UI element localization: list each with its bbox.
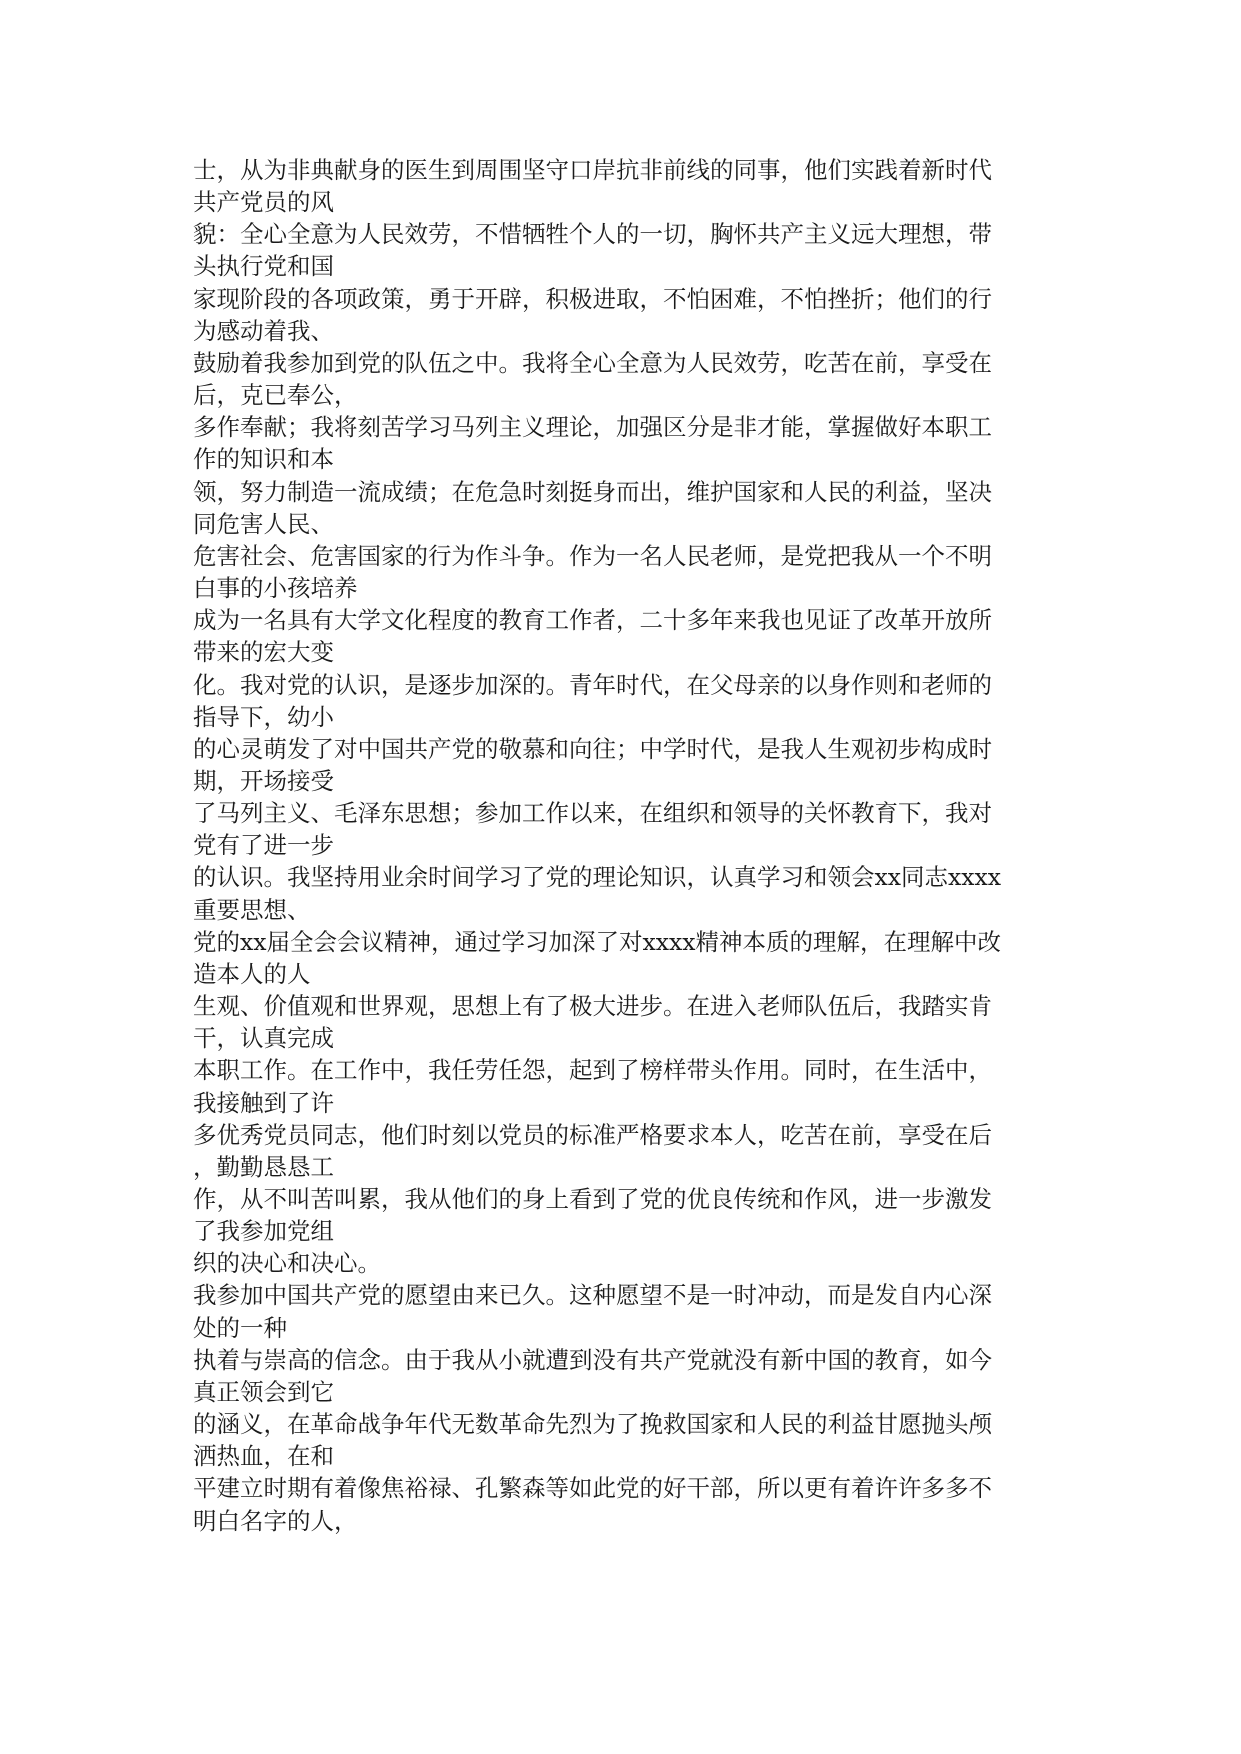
text-line: 白事的小孩培养 bbox=[193, 574, 358, 603]
text-line: 洒热血，在和 bbox=[193, 1442, 334, 1471]
text-line: 领，努力制造一流成绩；在危急时刻挺身而出，维护国家和人民的利益，坚决 bbox=[193, 477, 992, 506]
text-line: ，勤勤恳恳工 bbox=[193, 1152, 334, 1181]
text-line: 化。我对党的认识，是逐步加深的。青年时代，在父母亲的以身作则和老师的 bbox=[193, 670, 992, 699]
text-line: 党的xx届全会会议精神，通过学习加深了对xxxx精神本质的理解，在理解中改 bbox=[193, 927, 1002, 956]
text-line: 成为一名具有大学文化程度的教育工作者，二十多年来我也见证了改革开放所 bbox=[193, 606, 992, 635]
text-line: 多优秀党员同志，他们时刻以党员的标准严格要求本人，吃苦在前，享受在后 bbox=[193, 1120, 992, 1149]
text-line: 的涵义，在革命战争年代无数革命先烈为了挽救国家和人民的利益甘愿抛头颅 bbox=[193, 1410, 992, 1439]
text-line: 造本人的人 bbox=[193, 959, 311, 988]
text-line: 期，开场接受 bbox=[193, 766, 334, 795]
text-line: 的认识。我坚持用业余时间学习了党的理论知识，认真学习和领会xx同志xxxx bbox=[193, 863, 1002, 892]
text-line: 干，认真完成 bbox=[193, 1024, 334, 1053]
text-line: 鼓励着我参加到党的队伍之中。我将全心全意为人民效劳，吃苦在前，享受在 bbox=[193, 348, 992, 377]
text-line: 织的决心和决心。 bbox=[193, 1249, 381, 1278]
text-line: 了马列主义、毛泽东思想；参加工作以来，在组织和领导的关怀教育下，我对 bbox=[193, 799, 992, 828]
text-line: 带来的宏大变 bbox=[193, 638, 334, 667]
text-line: 指导下，幼小 bbox=[193, 702, 334, 731]
text-line: 士，从为非典献身的医生到周围坚守口岸抗非前线的同事，他们实践着新时代 bbox=[193, 156, 992, 184]
text-line: 执着与崇高的信念。由于我从小就遭到没有共产党就没有新中国的教育，如今 bbox=[193, 1345, 992, 1374]
text-line: 貌：全心全意为人民效劳，不惜牺牲个人的一切，胸怀共产主义远大理想，带 bbox=[193, 220, 992, 249]
text-line: 明白名字的人， bbox=[193, 1506, 358, 1535]
text-line: 了我参加党组 bbox=[193, 1217, 334, 1246]
text-line: 生观、价值观和世界观，思想上有了极大进步。在进入老师队伍后，我踏实肯 bbox=[193, 992, 992, 1021]
text-line: 我参加中国共产党的愿望由来已久。这种愿望不是一时冲动，而是发自内心深 bbox=[193, 1281, 992, 1310]
text-line: 同危害人民、 bbox=[193, 509, 334, 538]
text-line: 作，从不叫苦叫累，我从他们的身上看到了党的优良传统和作风，进一步激发 bbox=[193, 1185, 992, 1213]
text-line: 重要思想、 bbox=[193, 895, 311, 924]
text-line: 党有了进一步 bbox=[193, 831, 334, 860]
text-line: 真正领会到它 bbox=[193, 1377, 334, 1406]
text-line: 处的一种 bbox=[193, 1313, 287, 1342]
text-line: 后，克已奉公， bbox=[193, 381, 358, 410]
text-line: 作的知识和本 bbox=[193, 445, 334, 474]
text-line: 的心灵萌发了对中国共产党的敬慕和向往；中学时代，是我人生观初步构成时 bbox=[193, 734, 992, 763]
body-text bbox=[193, 154, 1073, 1537]
text-line: 危害社会、危害国家的行为作斗争。作为一名人民老师，是党把我从一个不明 bbox=[193, 541, 992, 570]
text-line: 本职工作。在工作中，我任劳任怨，起到了榜样带头作用。同时，在生活中， bbox=[193, 1056, 992, 1085]
text-line: 我接触到了许 bbox=[193, 1088, 334, 1117]
text-line: 头执行党和国 bbox=[193, 252, 334, 281]
text-line: 为感动着我、 bbox=[193, 316, 334, 345]
text-line: 家现阶段的各项政策，勇于开辟，积极进取，不怕困难，不怕挫折；他们的行 bbox=[193, 284, 992, 313]
text-line: 多作奉献；我将刻苦学习马列主义理论，加强区分是非才能，掌握做好本职工 bbox=[193, 413, 992, 442]
text-line: 共产党员的风 bbox=[193, 188, 334, 217]
text-line: 平建立时期有着像焦裕禄、孔繁森等如此党的好干部，所以更有着许许多多不 bbox=[193, 1474, 992, 1503]
